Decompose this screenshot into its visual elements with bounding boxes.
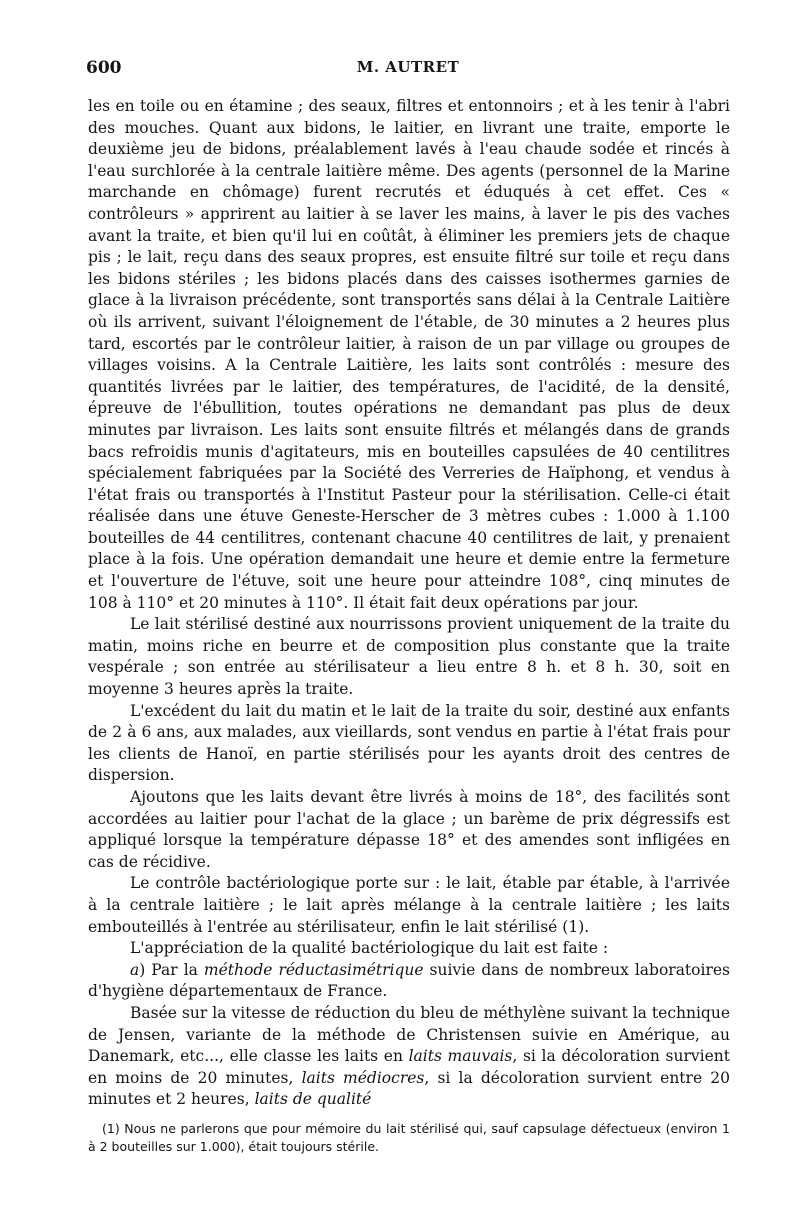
page-header [86,58,730,84]
italic-text: laits mauvais [408,1047,513,1066]
running-head: M. AUTRET [356,58,460,76]
italic-text: laits de qualité [254,1090,372,1109]
footnote [88,1120,730,1155]
paragraph: Le lait stérilisé destiné aux nourrissons provient uniquement de la traite du matin, moins riche en beurre et de composition plus constante que la traite vespérale ; son entrée au stérilisateur a lieu entre 8 h. et 8 h. 30, soit en moyenne 3 heures après la traite. [88,615,730,699]
text-run: ) Par la [139,960,204,979]
italic-text: a [130,960,140,979]
paragraph: L'excédent du lait du matin et le lait de la traite du soir, destiné aux enfants de 2 à 6 ans, aux malades, aux vieillards, sont vendus en partie à l'état frais pour les clients de Hanoï, en partie stérilisés pour les ayants droit des centres de dispersion. [88,701,730,785]
paragraph: les en toile ou en étamine ; des seaux, filtres et entonnoirs ; et à les tenir à l'abri des mouches. Quant aux bidons, le laitier, en livrant une traite, emporte le deuxième jeu de bidons, préalablement lavés à l'eau chaude sodée et rincés à l'eau surchlorée à la centrale laitière même. Des agents (personnel de la Marine marchande en chômage) furent recrutés et éduqués à cet effet. Ces « contrôleurs » apprirent au laitier à se laver les mains, à laver le pis des vaches avant la traite, et bien qu'il lui en coûtât, à éliminer les premiers jets de chaque pis ; le lait, reçu dans des seaux propres, est ensuite filtré sur toile et reçu dans les bidons stériles ; les bidons placés dans des caisses isothermes garnies de glace à la livraison précédente, sont transportés sans délai à la Centrale Laitière où ils arrivent, suivant l'éloignement de l'étable, de 30 minutes a 2 heures plus tard, escortés par le contrôleur laitier, à raison de un par village ou groupes de villages voisins. A la Centrale Laitière, les laits sont contrôlés : mesure des quantités livrées par le laitier, des températures, de l'acidité, de la densité, épreuve de l'ébullition, toutes opérations ne demandant pas plus de deux minutes par livraison. Les laits sont ensuite filtrés et mélangés dans de grands bacs refroidis munis d'agitateurs, mis en bouteilles capsulées de 40 centilitres spécialement fabriquées par la Société des Verreries de Haïphong, et vendus à l'état frais ou transportés à l'Institut Pasteur pour la stérilisation. Celle-ci était réalisée dans une étuve Geneste-Herscher de 3 mètres cubes : 1.000 à 1.100 bouteilles de 44 centilitres, contenant chacune 40 centilitres de lait, y prenaient place à la fois. Une opération demandait une heure et demie entre la fermeture et l'ouverture de l'étuve, soit une heure pour atteindre 108°, cinq minutes de 108 à 110° et 20 minutes à 110°. Il était fait deux opérations par jour. [88,97,730,612]
paragraph [88,960,730,1003]
italic-text: méthode réductasimétrique [203,960,424,979]
paragraph: Le contrôle bactériologique porte sur : le lait, étable par étable, à l'arrivée à la centrale laitière ; le lait après mélange à la centrale laitière ; les laits embouteillés à l'entrée au stérilisateur, enfin le lait stérilisé (1). [88,874,730,936]
text-run: suivie dans de nombreux laboratoires d'hygiène départementaux de France. [88,960,730,1001]
text-run: , si la décoloration survient entre 20 minutes et 2 heures, [88,1068,730,1109]
text-run: , si la décoloration survient en moins de 20 minutes, [88,1047,730,1087]
italic-text: laits médiocres [301,1068,425,1087]
page-number: 600 [86,58,122,78]
footnote-text: (1) Nous ne parlerons que pour mémoire du lait stérilisé qui, sauf capsulage défectueux (environ 1 à 2 bouteilles sur 1.000), était toujours stérile. [88,1121,730,1154]
paragraph [88,1003,730,1111]
paragraph: Ajoutons que les laits devant être livrés à moins de 18°, des facilités sont accordées au laitier pour l'achat de la glace ; un barème de prix dégressifs est appliqué lorsque la température dépasse 18° et des amendes sont infligées en cas de récidive. [88,788,730,871]
paragraph: L'appréciation de la qualité bactériologique du lait est faite : [130,939,609,958]
text-run: Basée sur la vitesse de réduction du bleu de méthylène suivant la technique de Jensen, variante de la méthode de Christensen suivie en Amérique, au Danemark, etc..., elle classe les laits en [88,1003,730,1066]
body-text [88,96,730,1111]
